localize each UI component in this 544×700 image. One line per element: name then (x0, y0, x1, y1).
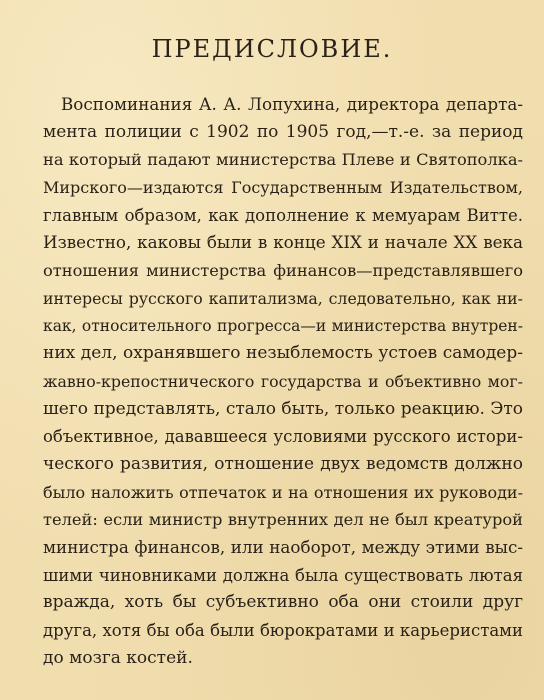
text-line: шими чиновниками должна была существовать лютая (43, 565, 523, 585)
text-line: министра финансов, или наоборот, между этими выс- (43, 537, 523, 557)
text-line: жавно-крепостнического государства и объективно мог- (43, 371, 523, 391)
text-line: как, относительного прогресса—и министерства внутрен- (43, 316, 523, 335)
text-line: отношения министерства финансов—представлявшего (43, 261, 523, 281)
text-line: них дел, охранявшего незыблемость устоев самодер- (43, 343, 523, 364)
text-line: главным образом, как дополнение к мемуарам Витте. (43, 205, 523, 225)
text-line: Мирского—издаются Государственным Издательством, (43, 178, 523, 198)
text-line: телей: если министр внутренних дел не был креатурой (43, 510, 523, 530)
text-line: до мозга костей. (43, 647, 193, 668)
text-line: Известно, каковы были в конце XIX и начале XX века (43, 232, 523, 253)
text-line: шего представлять, стало быть, только реакцию. Это (43, 398, 523, 419)
text-line: на который падают министерства Плеве и Святополка- (43, 150, 523, 170)
text-line: друга, хотя бы оба были бюрократами и карьеристами (43, 621, 523, 641)
text-line: мента полиции с 1902 по 1905 год,—т.-е. за период (43, 121, 523, 142)
page-title: ПРЕДИСЛОВИЕ. (151, 35, 393, 63)
text-line: было наложить отпечаток и на отношения их руководи- (43, 482, 523, 502)
text-line: интересы русского капитализма, следовательно, как ни- (43, 288, 523, 308)
text-line: объективное, дававшееся условиями русского истори- (43, 427, 523, 447)
preface-text (43, 91, 523, 672)
text-line: вражда, хоть бы субъективно оба они стоили друг (43, 592, 523, 613)
text-line: Воспоминания А. А. Лопухина, директора департа- (61, 94, 523, 114)
text-line: ческого развития, отношение двух ведомств должно (43, 453, 523, 474)
